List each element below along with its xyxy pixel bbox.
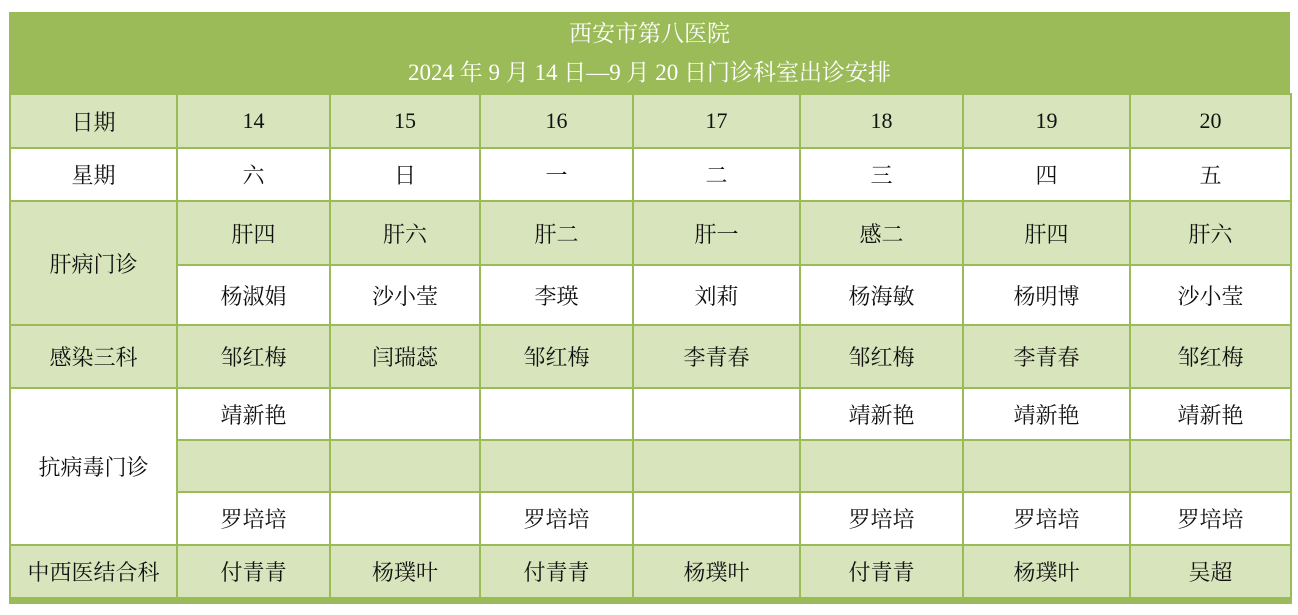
doctor-cell: 闫瑞蕊 — [330, 325, 480, 388]
doctor-cell: 邹红梅 — [480, 325, 633, 388]
doctor-cell: 罗培培 — [177, 492, 330, 545]
department-label-antiviral-clinic: 抗病毒门诊 — [10, 388, 177, 545]
shift-cell: 肝四 — [177, 201, 330, 265]
empty-cell — [480, 440, 633, 492]
doctor-cell: 吴超 — [1130, 545, 1291, 600]
schedule-table-container — [9, 12, 1290, 604]
shift-cell: 肝六 — [1130, 201, 1291, 265]
doctor-cell: 靖新艳 — [963, 388, 1130, 440]
hospital-name: 西安市第八医院 — [569, 21, 730, 46]
doctor-cell: 罗培培 — [963, 492, 1130, 545]
liver-clinic-shift-row — [10, 201, 1291, 265]
doctor-cell: 沙小莹 — [330, 265, 480, 325]
weekday-cell: 三 — [800, 148, 963, 201]
doctor-cell: 罗培培 — [800, 492, 963, 545]
empty-cell — [330, 492, 480, 545]
liver-clinic-doctor-row — [10, 265, 1291, 325]
doctor-cell: 李青春 — [633, 325, 800, 388]
date-row — [10, 94, 1291, 148]
doctor-cell: 沙小莹 — [1130, 265, 1291, 325]
empty-cell — [480, 388, 633, 440]
doctor-cell: 罗培培 — [1130, 492, 1291, 545]
doctor-cell: 杨璞叶 — [330, 545, 480, 600]
date-cell: 18 — [800, 94, 963, 148]
doctor-cell: 付青青 — [177, 545, 330, 600]
department-label-integrative-medicine: 中西医结合科 — [10, 545, 177, 600]
empty-cell — [330, 440, 480, 492]
weekday-cell: 四 — [963, 148, 1130, 201]
doctor-cell: 邹红梅 — [800, 325, 963, 388]
schedule-table — [9, 93, 1292, 604]
weekday-cell: 六 — [177, 148, 330, 201]
weekday-cell: 一 — [480, 148, 633, 201]
doctor-cell: 邹红梅 — [1130, 325, 1291, 388]
doctor-cell: 罗培培 — [480, 492, 633, 545]
doctor-cell: 靖新艳 — [1130, 388, 1291, 440]
date-row-label: 日期 — [10, 94, 177, 148]
weekday-row — [10, 148, 1291, 201]
shift-cell: 肝六 — [330, 201, 480, 265]
date-cell: 15 — [330, 94, 480, 148]
empty-cell — [633, 440, 800, 492]
schedule-date-range: 2024 年 9 月 14 日—9 月 20 日门诊科室出诊安排 — [408, 60, 891, 85]
doctor-cell: 杨明博 — [963, 265, 1130, 325]
schedule-title-bar — [9, 12, 1290, 93]
shift-cell: 肝一 — [633, 201, 800, 265]
doctor-cell: 邹红梅 — [177, 325, 330, 388]
antiviral-clinic-row-3 — [10, 492, 1291, 545]
doctor-cell: 李瑛 — [480, 265, 633, 325]
shift-cell: 肝二 — [480, 201, 633, 265]
date-cell: 16 — [480, 94, 633, 148]
infection-dept-row — [10, 325, 1291, 388]
doctor-cell: 靖新艳 — [800, 388, 963, 440]
date-cell: 19 — [963, 94, 1130, 148]
antiviral-clinic-row-1 — [10, 388, 1291, 440]
weekday-cell: 五 — [1130, 148, 1291, 201]
integrative-medicine-row — [10, 545, 1291, 600]
antiviral-clinic-row-2 — [10, 440, 1291, 492]
doctor-cell: 李青春 — [963, 325, 1130, 388]
doctor-cell: 杨璞叶 — [963, 545, 1130, 600]
shift-cell: 感二 — [800, 201, 963, 265]
date-cell: 14 — [177, 94, 330, 148]
weekday-row-label: 星期 — [10, 148, 177, 201]
shift-cell: 肝四 — [963, 201, 1130, 265]
weekday-cell: 二 — [633, 148, 800, 201]
doctor-cell: 付青青 — [800, 545, 963, 600]
doctor-cell: 杨海敏 — [800, 265, 963, 325]
department-label-infection-three: 感染三科 — [10, 325, 177, 388]
empty-cell — [800, 440, 963, 492]
doctor-cell: 杨淑娟 — [177, 265, 330, 325]
department-label-liver-clinic: 肝病门诊 — [10, 201, 177, 325]
doctor-cell: 刘莉 — [633, 265, 800, 325]
doctor-cell: 付青青 — [480, 545, 633, 600]
empty-cell — [177, 440, 330, 492]
doctor-cell: 靖新艳 — [177, 388, 330, 440]
date-cell: 17 — [633, 94, 800, 148]
empty-cell — [633, 492, 800, 545]
empty-cell — [1130, 440, 1291, 492]
empty-cell — [633, 388, 800, 440]
weekday-cell: 日 — [330, 148, 480, 201]
date-cell: 20 — [1130, 94, 1291, 148]
empty-cell — [963, 440, 1130, 492]
empty-cell — [330, 388, 480, 440]
doctor-cell: 杨璞叶 — [633, 545, 800, 600]
